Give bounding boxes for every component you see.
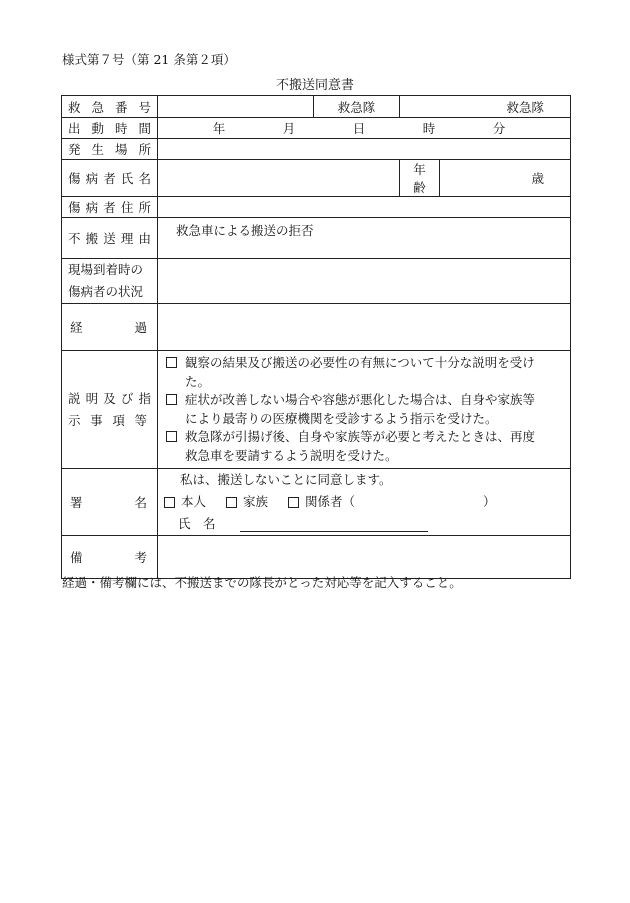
label-remarks: 備 考 (62, 536, 158, 579)
row-location (62, 139, 571, 160)
row-ambulance-number (62, 96, 571, 118)
option-family: 家族 (243, 494, 269, 509)
progress-field[interactable] (158, 304, 571, 351)
age-field[interactable] (440, 160, 571, 197)
checkbox-self[interactable] (164, 497, 175, 508)
close-paren: ） (483, 494, 496, 509)
checkbox-seek-care[interactable] (166, 394, 177, 405)
instruction-item: 症状が改善しない場合や容態が悪化した場合は、自身や家族等 により最寄りの医療機関を受診するよう指示を受けた。 (164, 391, 564, 428)
checkbox-recall[interactable] (166, 431, 177, 442)
label-instructions: 説 明 及 び 指 示 事 項 等 (62, 351, 158, 469)
name-label: 氏 名 (178, 516, 216, 531)
unit-hour: 時 (422, 121, 436, 136)
ambulance-number-field[interactable] (158, 96, 314, 118)
consent-form-table (61, 95, 571, 579)
checkbox-explanation[interactable] (166, 357, 177, 368)
name-signature-line[interactable] (240, 517, 428, 532)
location-field[interactable] (158, 139, 571, 160)
label-signature: 署 名 (62, 469, 158, 536)
condition-field[interactable] (158, 259, 571, 304)
patient-address-field[interactable] (158, 197, 571, 218)
unit-month: 月 (282, 121, 296, 136)
document-title: 不搬送同意書 (275, 78, 354, 93)
squad-suffix: 救急隊 (506, 99, 545, 115)
signature-field (158, 469, 571, 536)
footnote: 経過・備考欄には、不搬送までの隊長がとった対応等を記入すること。 (62, 575, 462, 590)
label-patient-address: 傷 病 者 住 所 (62, 197, 158, 218)
age-label: 年 齢 (400, 160, 440, 197)
unit-year: 年 (212, 121, 226, 136)
label-condition: 現場到着時の 傷病者の状況 (62, 259, 158, 304)
reason-value: 救急車による搬送の拒否 (176, 223, 314, 238)
label-reason: 不 搬 送 理 由 (62, 218, 158, 259)
age-unit: 歳 (531, 171, 545, 186)
label-progress: 経 過 (62, 304, 158, 351)
checkbox-related[interactable] (288, 497, 299, 508)
row-reason (62, 218, 571, 259)
reason-field[interactable] (158, 218, 571, 259)
checkbox-family[interactable] (226, 497, 237, 508)
label-patient-name: 傷 病 者 氏 名 (62, 160, 158, 197)
instruction-item: 観察の結果及び搬送の必要性の有無について十分な説明を受け た。 (164, 354, 564, 391)
row-condition (62, 259, 571, 304)
squad-label: 救急隊 (314, 96, 400, 118)
row-progress (62, 304, 571, 351)
label-ambulance-number: 救 急 番 号 (62, 96, 158, 118)
row-patient-address (62, 197, 571, 218)
row-instructions (62, 351, 571, 469)
instruction-item: 救急隊が引揚げ後、自身や家族等が必要と考えたときは、再度 救急車を要請するよう説明を受けた。 (164, 428, 564, 465)
label-location: 発 生 場 所 (62, 139, 158, 160)
row-patient-name (62, 160, 571, 197)
squad-field[interactable] (400, 96, 571, 118)
unit-minute: 分 (492, 121, 506, 136)
row-dispatch-time (62, 118, 571, 139)
label-dispatch-time: 出 動 時 間 (62, 118, 158, 139)
form-number: 様式第７号（第 21 条第２項） (62, 52, 236, 67)
option-self: 本人 (181, 494, 207, 509)
signer-options (164, 491, 564, 513)
instructions-list (158, 351, 571, 469)
consent-statement: 私は、搬送しないことに同意します。 (180, 472, 392, 487)
dispatch-time-field[interactable] (158, 118, 571, 139)
option-related: 関係者（ (305, 494, 356, 509)
unit-day: 日 (352, 121, 366, 136)
name-line (164, 513, 564, 535)
patient-name-field[interactable] (158, 160, 400, 197)
row-signature (62, 469, 571, 536)
